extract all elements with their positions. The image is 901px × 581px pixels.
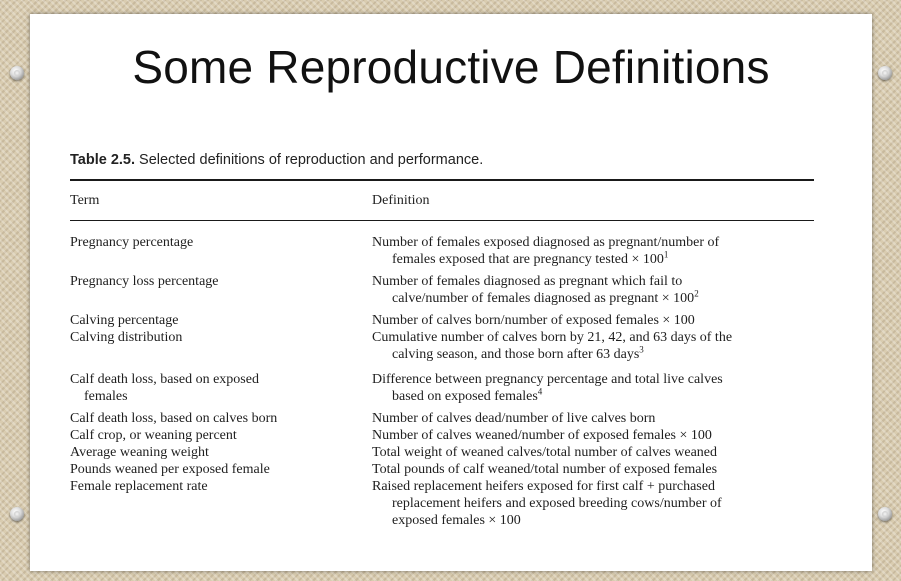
definition-line: Raised replacement heifers exposed for first calf + purchased — [372, 479, 715, 494]
definition-cell — [372, 371, 814, 405]
term-text: Calving percentage — [70, 313, 179, 328]
term-cell — [70, 371, 372, 405]
table-row — [70, 273, 814, 307]
definition-text: calving season, and those born after 63 days — [392, 347, 640, 362]
footnote-marker: 3 — [639, 344, 644, 355]
definition-line: exposed females × 100 — [392, 513, 521, 528]
term-text: Calf death loss, based on exposed — [70, 372, 259, 387]
table-row — [70, 444, 814, 461]
table-caption-label: Table 2.5. — [70, 152, 136, 168]
term-cell — [70, 273, 372, 307]
table-row — [70, 478, 814, 529]
definition-cell — [372, 461, 814, 478]
definition-text: females exposed that are pregnancy tested × 100 — [392, 252, 664, 267]
term-cell — [70, 478, 372, 529]
term-cell — [70, 329, 372, 363]
term-cell — [70, 410, 372, 427]
slide — [30, 14, 872, 571]
definition-line: Number of females diagnosed as pregnant which fail to — [372, 274, 683, 289]
table-row — [70, 461, 814, 478]
term-text: Pregnancy percentage — [70, 235, 194, 250]
slide-title: Some Reproductive Definitions — [132, 41, 770, 93]
definition-line — [372, 388, 814, 405]
definition-cell — [372, 427, 814, 444]
definition-line — [372, 346, 814, 363]
column-header-definition: Definition — [372, 193, 430, 208]
table-body — [70, 234, 814, 529]
term-cell — [70, 461, 372, 478]
term-cell — [70, 427, 372, 444]
table-row — [70, 410, 814, 427]
definition-line: Number of females exposed diagnosed as pregnant/number of — [372, 235, 720, 250]
term-text: Calf death loss, based on calves born — [70, 411, 278, 426]
table-header-rule — [70, 220, 814, 221]
definition-line: Total weight of weaned calves/total number of calves weaned — [372, 445, 717, 460]
definition-line: Number of calves dead/number of live calves born — [372, 411, 656, 426]
definition-cell — [372, 234, 814, 268]
definition-line — [372, 251, 814, 268]
definition-cell — [372, 329, 814, 363]
definition-text: based on exposed females — [392, 389, 538, 404]
table-caption-text: Selected definitions of reproduction and performance. — [139, 152, 484, 168]
definition-line: Cumulative number of calves born by 21, 42, and 63 days of the — [372, 330, 733, 345]
pushpin-icon — [10, 66, 24, 80]
definition-cell — [372, 312, 814, 329]
term-text: Calf crop, or weaning percent — [70, 428, 237, 443]
term-text: Pounds weaned per exposed female — [70, 462, 270, 477]
definition-cell — [372, 410, 814, 427]
footnote-marker: 1 — [663, 249, 669, 260]
term-cell — [70, 444, 372, 461]
table-row — [70, 312, 814, 329]
term-cell — [70, 312, 372, 329]
table-row — [70, 234, 814, 268]
definition-line — [372, 290, 814, 307]
definition-line: Difference between pregnancy percentage and total live calves — [372, 372, 723, 387]
term-text: females — [84, 389, 128, 404]
table-caption — [70, 152, 483, 168]
column-header-term: Term — [70, 193, 100, 208]
table-top-rule — [70, 179, 814, 181]
term-text: Average weaning weight — [70, 445, 209, 460]
definition-line: Total pounds of calf weaned/total number of exposed females — [372, 462, 718, 477]
definition-cell — [372, 273, 814, 307]
definition-cell — [372, 444, 814, 461]
pushpin-icon — [10, 507, 24, 521]
pushpin-icon — [878, 507, 892, 521]
table-row — [70, 329, 814, 363]
definition-text: calve/number of females diagnosed as pregnant × 100 — [392, 291, 695, 306]
table-row — [70, 427, 814, 444]
definition-line: replacement heifers and exposed breeding cows/number of — [392, 496, 722, 511]
term-cell — [70, 234, 372, 268]
term-text: Calving distribution — [70, 330, 183, 345]
definition-line: Number of calves born/number of exposed females × 100 — [372, 313, 695, 328]
footnote-marker: 4 — [537, 386, 543, 397]
definition-line: Number of calves weaned/number of exposed females × 100 — [372, 428, 712, 443]
definition-cell — [372, 478, 814, 529]
term-text: Female replacement rate — [70, 479, 208, 494]
term-text: Pregnancy loss percentage — [70, 274, 219, 289]
pushpin-icon — [878, 66, 892, 80]
footnote-marker: 2 — [694, 288, 699, 299]
table-row — [70, 371, 814, 405]
